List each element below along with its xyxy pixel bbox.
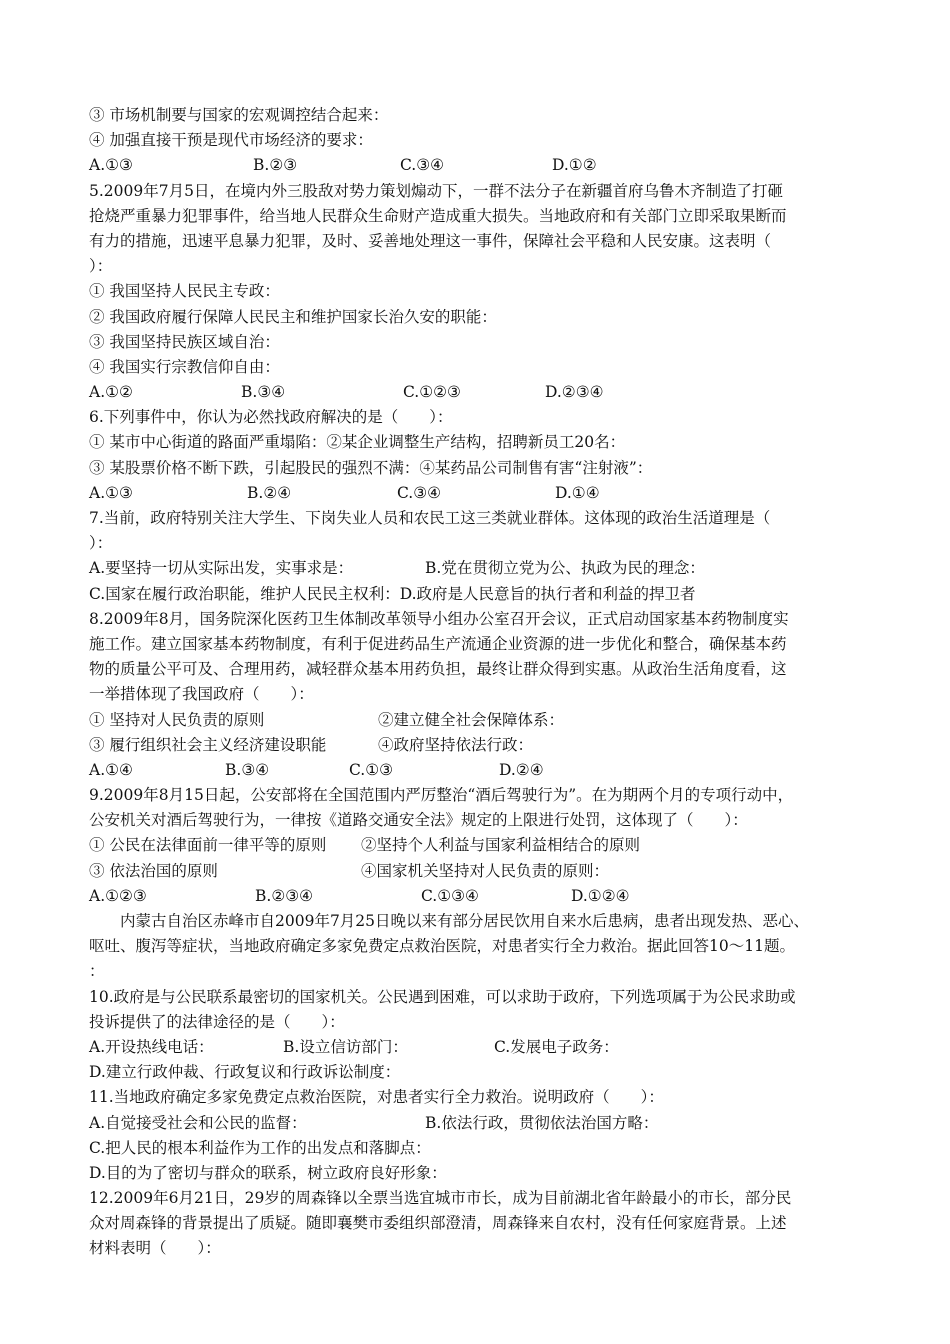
text-line: ③ 市场机制要与国家的宏观调控结合起来： (89, 106, 389, 124)
text-line: ③ 某股票价格不断下跌，引起股民的强烈不满：④某药品公司制售有害“注射液”： (89, 458, 653, 477)
text-line: ③ 我国坚持民族区域自治： (89, 332, 280, 351)
option-text: A.要坚持一切从实际出发，实事求是： (89, 559, 354, 578)
text-line: 11.当地政府确定多家免费定点救治医院，对患者实行全力救治。说明政府（ ）： (89, 1088, 664, 1107)
option-text: ④国家机关坚持对人民负责的原则： (361, 861, 610, 880)
text-line: ① 我国坚持人民民主专政： (89, 282, 280, 301)
text-line: 8.2009年8月，国务院深化医药卫生体制改革领导小组办公室召开会议，正式启动国家基本药物制度实 (89, 609, 789, 628)
option-text: D.①④ (555, 483, 600, 502)
option-text: ②建立健全社会保障体系： (378, 710, 565, 729)
option-text: C.③④ (400, 156, 445, 175)
option-text: B.②③ (253, 156, 298, 175)
option-text: ②坚持个人利益与国家利益相结合的原则 (361, 836, 641, 855)
text-line: 材料表明（ ）： (89, 1239, 221, 1258)
option-text: A.①③ (89, 483, 133, 502)
option-row (89, 758, 879, 783)
option-row (89, 884, 879, 909)
option-text: B.设立信访部门： (283, 1037, 408, 1056)
option-text: A.自觉接受社会和公民的监督： (89, 1113, 307, 1132)
text-line: 施工作。建立国家基本药物制度，有利于促进药品生产流通企业资源的进一步优化和整合，确保基本药 (89, 634, 787, 653)
text-line: ）： (89, 257, 113, 276)
text-line: C.把人民的根本利益作为工作的出发点和落脚点： (89, 1138, 431, 1157)
option-row (89, 1111, 879, 1136)
option-text: D.②③④ (545, 383, 604, 402)
option-text: ① 坚持对人民负责的原则 (89, 710, 265, 729)
option-text: A.①③ (89, 156, 133, 175)
option-text: A.①②③ (89, 886, 147, 905)
option-row (89, 859, 879, 884)
text-line: 6.下列事件中，你认为必然找政府解决的是（ ）： (89, 408, 453, 427)
option-text: D.②④ (499, 760, 544, 779)
option-text: B.②③④ (255, 886, 314, 905)
text-line: 12.2009年6月21日，29岁的周森锋以全票当选宜城市市长，成为目前湖北省年龄最小的市长，部分民 (89, 1189, 792, 1208)
option-text: A.①④ (89, 760, 133, 779)
text-line: ）： (89, 534, 113, 553)
option-text: ③ 履行组织社会主义经济建设职能 (89, 735, 327, 754)
text-line: 呕吐、腹泻等症状，当地政府确定多家免费定点救治医院，对患者实行全力救治。据此回答10～11题。 (89, 937, 795, 956)
text-line: 物的质量公平可及、合理用药，减轻群众基本用药负担，最终让群众得到实惠。从政治生活角度看，这 (89, 660, 787, 679)
option-text: C.发展电子政务： (494, 1037, 619, 1056)
text-line: ： (89, 962, 105, 981)
option-row (89, 833, 879, 858)
text-line: 有力的措施，迅速平息暴力犯罪，及时、妥善地处理这一事件，保障社会平稳和人民安康。这表明（ (89, 231, 772, 250)
option-text: B.③④ (241, 383, 286, 402)
text-line: 投诉提供了的法律途径的是（ ）： (89, 1012, 345, 1031)
option-row (89, 733, 879, 758)
option-text: D.①②④ (571, 886, 630, 905)
text-line: 抢烧严重暴力犯罪事件，给当地人民群众生命财产造成重大损失。当地政府和有关部门立即采取果断而 (89, 206, 787, 225)
text-line: ② 我国政府履行保障人民民主和维护国家长治久安的职能： (89, 307, 497, 326)
option-text: B.②④ (247, 483, 292, 502)
text-line: C.国家在履行政治职能，维护人民民主权利：D.政府是人民意旨的执行者和利益的捍卫者 (89, 584, 696, 603)
exam-page (89, 103, 879, 1262)
option-text: A.开设热线电话： (89, 1037, 214, 1056)
text-line: 10.政府是与公民联系最密切的国家机关。公民遇到困难，可以求助于政府，下列选项属于为公民求助或 (89, 987, 796, 1006)
option-text: D.①② (552, 156, 597, 175)
option-row (89, 556, 879, 581)
text-line: 内蒙古自治区赤峰市自2009年7月25日晚以来有部分居民饮用自来水后患病，患者出现发热、恶心、 (120, 912, 810, 930)
option-text: ① 公民在法律面前一律平等的原则 (89, 836, 327, 855)
option-text: C.③④ (397, 483, 442, 502)
text-line: ④ 我国实行宗教信仰自由： (89, 357, 280, 376)
option-text: ③ 依法治国的原则 (89, 861, 218, 880)
option-text: B.依法行政，贯彻依法治国方略： (425, 1113, 659, 1132)
option-row (89, 481, 879, 506)
option-row (89, 380, 879, 405)
option-row (89, 153, 879, 178)
text-line: 公安机关对酒后驾驶行为，一律按《道路交通安全法》规定的上限进行处罚，这体现了（ ）： (89, 811, 748, 830)
option-row (89, 708, 879, 733)
option-text: B.党在贯彻立党为公、执政为民的理念： (425, 559, 705, 578)
option-text: B.③④ (225, 760, 270, 779)
option-row (89, 1035, 879, 1060)
option-text: ④政府坚持依法行政： (378, 735, 534, 754)
text-line: 众对周森锋的背景提出了质疑。随即襄樊市委组织部澄清，周森锋来自农村，没有任何家庭背景。上述 (89, 1214, 787, 1233)
option-text: C.①②③ (403, 383, 461, 402)
text-line: D.目的为了密切与群众的联系，树立政府良好形象： (89, 1163, 447, 1182)
option-text: A.①② (89, 383, 133, 402)
option-text: C.①③④ (421, 886, 479, 905)
text-line: ① 某市中心街道的路面严重塌陷：②某企业调整生产结构，招聘新员工20名： (89, 433, 626, 452)
text-line: 9.2009年8月15日起，公安部将在全国范围内严厉整治“酒后驾驶行为”。在为期两个月的专项行动中， (89, 786, 794, 805)
text-line: 一举措体现了我国政府（ ）： (89, 685, 314, 704)
option-text: C.①③ (349, 760, 394, 779)
text-line: D.建立行政仲裁、行政复议和行政诉讼制度： (89, 1063, 401, 1082)
text-line: ④ 加强直接干预是现代市场经济的要求： (89, 131, 373, 150)
text-line: 5.2009年7月5日，在境内外三股敌对势力策划煽动下，一群不法分子在新疆首府乌鲁木齐制造了打砸 (89, 181, 783, 200)
text-line: 7.当前，政府特别关注大学生、下岗失业人员和农民工这三类就业群体。这体现的政治生活道理是（ (89, 509, 771, 527)
